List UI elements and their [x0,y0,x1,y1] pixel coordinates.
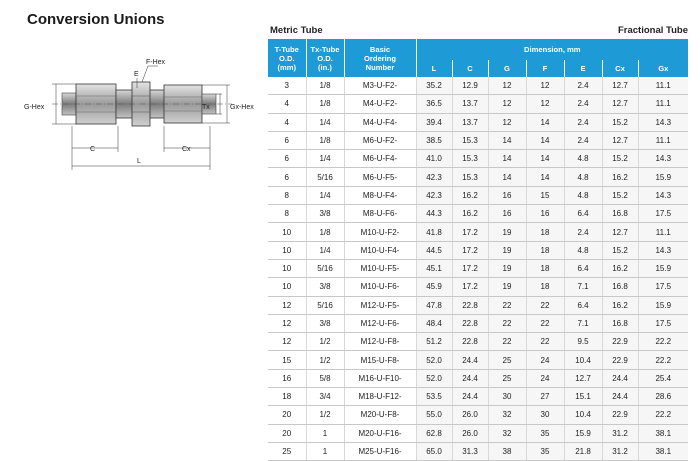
table-cell: 16.2 [452,186,488,204]
fractional-tube-label: Fractional Tube [617,25,688,36]
table-cell: 22.2 [638,333,688,351]
table-cell: 24.4 [602,369,638,387]
table-cell: 18 [526,241,564,259]
table-cell: 15 [526,186,564,204]
table-cell: 18 [268,388,306,406]
table-cell: 12.7 [564,369,602,387]
table-cell: 16 [526,205,564,223]
table-cell: 15 [268,351,306,369]
header-dim-c: C [452,60,488,77]
table-cell: 11.1 [638,223,688,241]
page-title: Conversion Unions [27,11,165,28]
table-cell: 1/4 [306,113,344,131]
table-cell: 44.5 [416,241,452,259]
table-cell: 12.7 [602,77,638,95]
table-cell: 38 [488,442,526,460]
table-cell: 38.1 [638,442,688,460]
table-cell: 35 [526,424,564,442]
table-row [268,278,688,296]
table-cell: 12.7 [602,131,638,149]
table-cell: 44.3 [416,205,452,223]
table-cell: 12 [488,77,526,95]
table-cell: 21.8 [564,442,602,460]
table-cell: 5/16 [306,168,344,186]
table-row [268,424,688,442]
table-row [268,333,688,351]
table-row [268,388,688,406]
table-cell: M10-U-F2- [344,223,416,241]
table-cell: 24 [526,351,564,369]
header-t-tube: T-Tube O.D. (mm) [268,39,306,77]
table-cell: 6.4 [564,205,602,223]
label-g-hex: G-Hex [24,104,45,111]
table-cell: 15.3 [452,150,488,168]
table-row [268,351,688,369]
table-cell: M15-U-F8- [344,351,416,369]
table-cell: 3 [268,77,306,95]
table-cell: 24.4 [452,351,488,369]
conversion-union-table [268,39,688,461]
table-cell: 14 [488,150,526,168]
table-body [268,77,688,461]
table-cell: 12 [268,296,306,314]
header-dim-cx: Cx [602,60,638,77]
table-cell: 52.0 [416,351,452,369]
table-cell: 10.4 [564,406,602,424]
table-cell: 16 [488,186,526,204]
table-cell: M25-U-F16- [344,442,416,460]
table-cell: M6-U-F5- [344,168,416,186]
table-cell: 22.2 [638,351,688,369]
table-cell: 2.4 [564,95,602,113]
table-cell: 14 [488,131,526,149]
union-diagram [22,52,262,182]
table-cell: 22 [526,296,564,314]
table-cell: 3/8 [306,314,344,332]
table-cell: 22 [526,333,564,351]
table-cell: 6 [268,131,306,149]
table-cell: 1/4 [306,241,344,259]
table-cell: 11.1 [638,95,688,113]
table-cell: 17.2 [452,278,488,296]
table-cell: M6-U-F2- [344,131,416,149]
table-cell: 25 [488,369,526,387]
label-l: L [137,158,141,165]
table-cell: 22.9 [602,351,638,369]
table-cell: 15.9 [564,424,602,442]
table-cell: M10-U-F4- [344,241,416,259]
table-cell: 25 [488,351,526,369]
table-cell: 1/2 [306,351,344,369]
table-cell: 14.3 [638,113,688,131]
table-row [268,205,688,223]
table-cell: 10.4 [564,351,602,369]
table-cell: 14.3 [638,241,688,259]
table-cell: 4.8 [564,186,602,204]
table-cell: 1/8 [306,223,344,241]
table-cell: 11.1 [638,77,688,95]
table-cell: 13.7 [452,113,488,131]
table-cell: 22 [488,296,526,314]
table-cell: 45.9 [416,278,452,296]
table-cell: 17.2 [452,223,488,241]
table-cell: 38.1 [638,424,688,442]
table-cell: 18 [526,278,564,296]
table-row [268,113,688,131]
table-cell: 41.0 [416,150,452,168]
table-cell: 2.4 [564,223,602,241]
table-cell: 5/16 [306,259,344,277]
table-cell: 26.0 [452,424,488,442]
table-cell: 6.4 [564,296,602,314]
table-cell: 1 [306,442,344,460]
table-cell: 1 [306,424,344,442]
table-cell: 4 [268,95,306,113]
table-cell: M6-U-F4- [344,150,416,168]
table-cell: 22.9 [602,333,638,351]
table-cell: 15.9 [638,296,688,314]
table-cell: 11.1 [638,131,688,149]
table-cell: 16.2 [602,259,638,277]
table-cell: 20 [268,424,306,442]
metric-tube-label: Metric Tube [270,25,323,36]
table-cell: 25 [268,442,306,460]
table-cell: 14 [526,113,564,131]
table-cell: 3/4 [306,388,344,406]
table-cell: 27 [526,388,564,406]
table-cell: 1/2 [306,406,344,424]
table-cell: 55.0 [416,406,452,424]
table-cell: 7.1 [564,278,602,296]
table-cell: 12 [268,333,306,351]
table-cell: 3/8 [306,205,344,223]
table-cell: 15.9 [638,168,688,186]
table-cell: 17.5 [638,278,688,296]
table-cell: 19 [488,259,526,277]
table-cell: 22 [526,314,564,332]
table-cell: M4-U-F4- [344,113,416,131]
table-cell: 22.8 [452,296,488,314]
header-dim-gx: Gx [638,60,688,77]
table-cell: 15.3 [452,168,488,186]
table-cell: 10 [268,241,306,259]
table-cell: 14.3 [638,186,688,204]
table-cell: 3/8 [306,278,344,296]
table-row [268,296,688,314]
table-cell: 31.2 [602,424,638,442]
table-row [268,150,688,168]
table-cell: 18 [526,223,564,241]
table-cell: 16.8 [602,314,638,332]
table-cell: 52.0 [416,369,452,387]
table-cell: 41.8 [416,223,452,241]
table-cell: 1/8 [306,95,344,113]
table-row [268,406,688,424]
table-cell: 6 [268,150,306,168]
table-cell: 16.2 [452,205,488,223]
header-dim-l: L [416,60,452,77]
table-cell: 22.9 [602,406,638,424]
table-cell: 13.7 [452,95,488,113]
table-cell: 25.4 [638,369,688,387]
table-cell: 17.5 [638,314,688,332]
table-cell: 9.5 [564,333,602,351]
table-cell: M12-U-F5- [344,296,416,314]
table-cell: 22 [488,314,526,332]
table-cell: 36.5 [416,95,452,113]
table-cell: 19 [488,241,526,259]
table-row [268,442,688,460]
table-cell: 1/4 [306,186,344,204]
table-cell: 65.0 [416,442,452,460]
table-cell: 28.6 [638,388,688,406]
table-cell: 16.8 [602,205,638,223]
table-cell: M20-U-F16- [344,424,416,442]
table-cell: 35.2 [416,77,452,95]
table-cell: 26.0 [452,406,488,424]
table-cell: 22.2 [638,406,688,424]
table-cell: 14 [526,168,564,186]
table-cell: M10-U-F5- [344,259,416,277]
table-cell: 31.2 [602,442,638,460]
table-row [268,314,688,332]
table-cell: 2.4 [564,77,602,95]
table-cell: 10 [268,259,306,277]
table-cell: 45.1 [416,259,452,277]
table-cell: M8-U-F6- [344,205,416,223]
table-cell: 17.5 [638,205,688,223]
label-cx: Cx [182,146,191,153]
table-cell: 16.8 [602,278,638,296]
table-cell: 1/2 [306,333,344,351]
table-row [268,241,688,259]
label-gx-hex: Gx-Hex [230,104,254,111]
table-cell: 32 [488,406,526,424]
table-cell: 6.4 [564,259,602,277]
table-row [268,77,688,95]
table-cell: M10-U-F6- [344,278,416,296]
table-row [268,259,688,277]
table-cell: 51.2 [416,333,452,351]
table-cell: 5/16 [306,296,344,314]
table-cell: M12-U-F6- [344,314,416,332]
table-row [268,131,688,149]
label-tx: Tx [202,104,210,111]
header-basic-ordering-number: Basic Ordering Number [344,39,416,77]
table-cell: 47.8 [416,296,452,314]
label-e: E [134,71,139,78]
table-cell: 14 [488,168,526,186]
table-cell: 12 [526,95,564,113]
table-cell: 18 [526,259,564,277]
table-cell: 12 [488,113,526,131]
table-cell: 24 [526,369,564,387]
table-cell: 15.3 [452,131,488,149]
table-cell: M18-U-F12- [344,388,416,406]
table-cell: 10 [268,223,306,241]
header-tx-tube: Tx-Tube O.D. (in.) [306,39,344,77]
table-cell: 16.2 [602,168,638,186]
table-cell: 14.3 [638,150,688,168]
table-cell: M3-U-F2- [344,77,416,95]
table-cell: 31.3 [452,442,488,460]
table-cell: 48.4 [416,314,452,332]
table-cell: 42.3 [416,168,452,186]
table-cell: 8 [268,186,306,204]
table-cell: 4.8 [564,241,602,259]
table-cell: 17.2 [452,259,488,277]
table-cell: M16-U-F10- [344,369,416,387]
table-cell: 4.8 [564,168,602,186]
table-cell: 30 [488,388,526,406]
table-row [268,168,688,186]
table-cell: 15.2 [602,241,638,259]
table-cell: 39.4 [416,113,452,131]
header-dim-e: E [564,60,602,77]
table-cell: 24.4 [602,388,638,406]
table-cell: 7.1 [564,314,602,332]
table-cell: M4-U-F2- [344,95,416,113]
label-c: C [90,146,96,153]
table-cell: 35 [526,442,564,460]
table-cell: 5/8 [306,369,344,387]
table-cell: 24.4 [452,369,488,387]
table-cell: 30 [526,406,564,424]
table-cell: 38.5 [416,131,452,149]
table-cell: 12 [268,314,306,332]
table-cell: 2.4 [564,113,602,131]
table-cell: 1/8 [306,131,344,149]
table-cell: 22.8 [452,314,488,332]
header-dimension: Dimension, mm [416,39,688,60]
header-dim-f: F [526,60,564,77]
table-cell: 22.8 [452,333,488,351]
table-cell: M12-U-F8- [344,333,416,351]
table-cell: 4.8 [564,150,602,168]
table-cell: 12.9 [452,77,488,95]
table-cell: 15.1 [564,388,602,406]
table-cell: 15.2 [602,113,638,131]
table-cell: 12 [526,77,564,95]
table-cell: 62.8 [416,424,452,442]
table-cell: 22 [488,333,526,351]
table-cell: 2.4 [564,131,602,149]
table-cell: 17.2 [452,241,488,259]
header-dim-g: G [488,60,526,77]
table-cell: 19 [488,278,526,296]
table-cell: 10 [268,278,306,296]
table-cell: M20-U-F8- [344,406,416,424]
table-cell: 32 [488,424,526,442]
table-cell: 14 [526,150,564,168]
table-cell: 42.3 [416,186,452,204]
table-cell: 12.7 [602,95,638,113]
table-cell: 53.5 [416,388,452,406]
table-cell: 19 [488,223,526,241]
table-cell: 16 [488,205,526,223]
table-cell: 12 [488,95,526,113]
table-row [268,186,688,204]
table-cell: 15.2 [602,150,638,168]
table-cell: 15.2 [602,186,638,204]
table-row [268,95,688,113]
table-cell: 15.9 [638,259,688,277]
table-cell: 6 [268,168,306,186]
table-row [268,369,688,387]
table-cell: 1/4 [306,150,344,168]
table-cell: 4 [268,113,306,131]
table-cell: 12.7 [602,223,638,241]
table-cell: 16 [268,369,306,387]
table-cell: 8 [268,205,306,223]
table-cell: 1/8 [306,77,344,95]
table-cell: M8-U-F4- [344,186,416,204]
label-f-hex: F-Hex [146,59,166,66]
table-cell: 16.2 [602,296,638,314]
table-cell: 14 [526,131,564,149]
table-row [268,223,688,241]
table-cell: 20 [268,406,306,424]
table-cell: 24.4 [452,388,488,406]
